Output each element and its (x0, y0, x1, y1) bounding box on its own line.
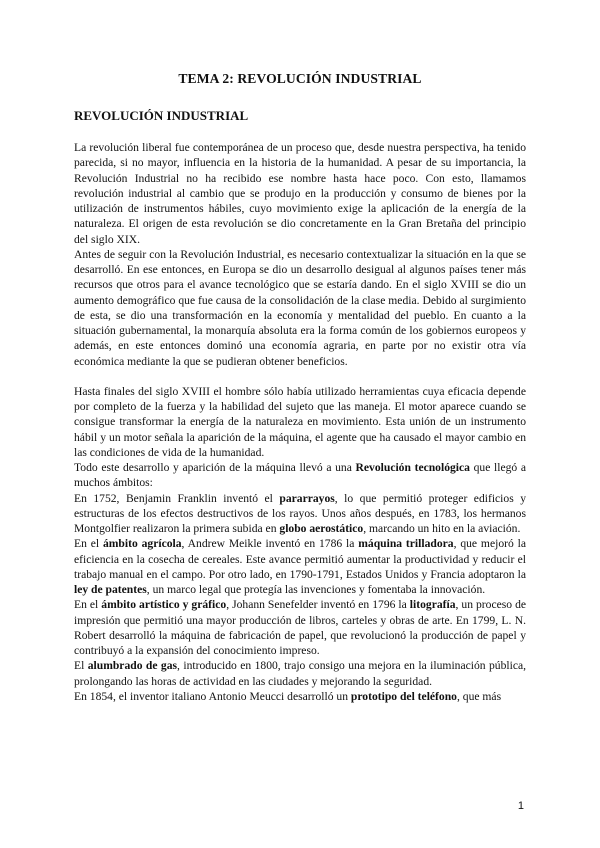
text-run: Hasta finales del siglo XVIII el hombre sólo había utilizado herramientas cuya eficacia depende por completo de la fuerza y la habilidad del sujeto que las maneja. El motor aparece cuando se consigue transformar la energía de la naturaleza en movimiento. Esta unión de un instrumento hábil y un motor señala la aparición de la máquina, el agente que ha causado el mayor cambio en las condiciones de vida de la humanidad. (74, 384, 526, 459)
bold-term: globo aerostático (279, 522, 364, 535)
text-run: , marcando un hito en la aviación. (363, 522, 521, 535)
bold-term: litografía (409, 598, 456, 612)
bold-term: Revolución tecnológica (355, 461, 470, 474)
body-paragraph (74, 384, 526, 460)
page-number: 1 (517, 800, 524, 812)
text-run: , Andrew Meikle inventó en 1786 la (181, 537, 359, 551)
text-run: El (74, 659, 88, 673)
body-paragraph (74, 658, 526, 689)
body-paragraph (74, 460, 526, 491)
bold-term: ley de patentes (74, 583, 147, 596)
bold-term: prototipo del teléfono (350, 689, 457, 703)
body-paragraph (74, 247, 526, 369)
text-run: La revolución liberal fue contemporánea de un proceso que, desde nuestra perspectiva, ha tenido parecida, si no mayor, influencia en la historia de la humanidad. A pesar de su importancia, la Revolución Industrial no ha recibido ese nombre hasta hace poco. Con esto, llamamos revolución industrial al cambio que se produjo en la producción y consumo de bienes por la utilización de instrumentos hábiles, cuyo movimiento exige la aplicación de la energía de la naturaleza. El origen de esta revolución se dio concretamente en la Gran Bretaña del principio del siglo XIX. (74, 141, 526, 246)
text-run: , que mejoró la eficiencia en la cosecha de cereales. Este avance permitió aumentar la productividad y reducir el trabajo manual en el campo. Por otro lado, en 1790-1791, Estados Unidos y Francia adoptaron la (74, 537, 526, 581)
text-run: , un proceso de impresión que permitió una mayor producción de libros, carteles y obras de arte. En 1799, L. N. Robert desarrolló la máquina de fabricación de papel, que revolucionó la producción de papel y contribuyó a la expansión del conocimiento impreso. (74, 598, 527, 657)
document-title: TEMA 2: REVOLUCIÓN INDUSTRIAL (178, 71, 422, 86)
text-run: que llegó a muchos ámbitos: (74, 461, 527, 490)
text-run: En 1854, el inventor italiano Antonio Meucci desarrolló un (74, 689, 351, 703)
text-run: , que más (456, 689, 502, 703)
body-paragraph (74, 536, 526, 597)
paragraph-spacer (74, 369, 526, 384)
text-run: , Johann Senefelder inventó en 1796 la (226, 598, 410, 612)
body-paragraph (74, 689, 526, 704)
bold-term: pararrayos (279, 491, 335, 505)
bold-term: ámbito agrícola (102, 537, 182, 551)
body-paragraph (74, 491, 526, 537)
text-run: Todo este desarrollo y aparición de la máquina llevó a una (74, 461, 356, 474)
text-run: Antes de seguir con la Revolución Industrial, es necesario contextualizar la situación en la que se desarrolló. En ese entonces, en Europa se dio un desarrollo desigual al algunos países tener más recursos que otros para el avance tecnológico que se estaría dando. En el siglo XVIII se dio un aumento demográfico que fue causa de la consolidación de la clase media. Debido al surgimiento de esta, se dio una transformación en la economía y mentalidad del pueblo. En cuanto a la situación gubernamental, la monarquía absoluta era la forma común de los gobiernos europeos y además, en este entonces dominó una economía agraria, en parte por no existir otra vía económica mediante la que se pudieran obtener beneficios. (74, 247, 526, 368)
bold-term: máquina trilladora (358, 537, 454, 551)
body-paragraph (74, 597, 526, 658)
text-run: En el (74, 598, 102, 612)
body-paragraph (74, 140, 526, 247)
text-run: , un marco legal que protegía las invenciones y fomentaba la innovación. (146, 583, 486, 596)
document-body (74, 140, 526, 704)
text-run: En el (74, 537, 103, 551)
text-run: En 1752, Benjamin Franklin inventó el (74, 491, 280, 505)
text-run: , lo que permitió proteger edificios y estructuras de los efectos destructivos de los rayos. Unos años después, en 1783, los hermanos Montgolfier realizaron la primera subida en (74, 491, 526, 535)
bold-term: alumbrado de gas (87, 659, 178, 673)
bold-term: ámbito artístico y gráfico (101, 598, 227, 612)
text-run: , introducido en 1800, trajo consigo una mejora en la iluminación pública, prolongando las horas de actividad en las ciudades y mejorando la seguridad. (74, 659, 527, 688)
section-heading: REVOLUCIÓN INDUSTRIAL (74, 108, 249, 123)
